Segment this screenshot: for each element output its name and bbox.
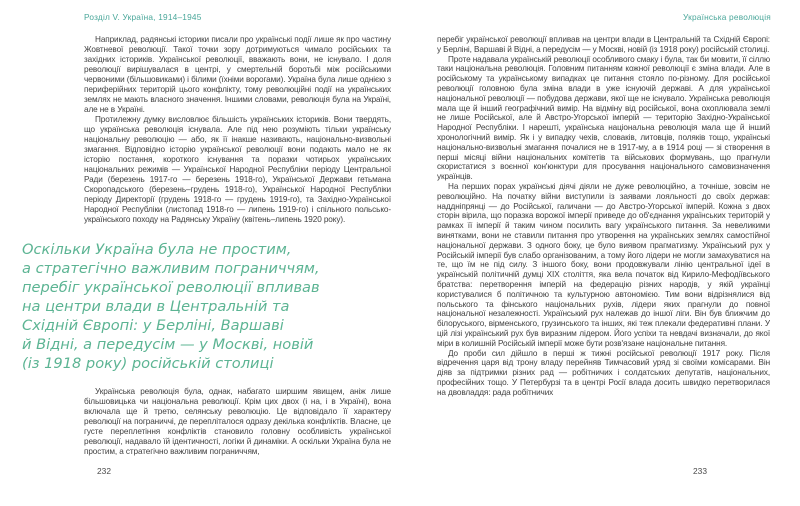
page-number-left: 232 bbox=[97, 466, 111, 476]
pull-quote-line: Оскільки Україна була не простим, bbox=[22, 241, 292, 258]
section-running-head: Українська революція bbox=[683, 12, 771, 22]
pull-quote-line: й Відні, а передусім — у Москві, новій bbox=[22, 336, 314, 353]
pull-quote-line: Східній Європі: у Берліні, Варшаві bbox=[22, 317, 284, 334]
pull-quote bbox=[22, 240, 367, 378]
chapter-running-head: Розділ V. Україна, 1914–1945 bbox=[84, 12, 202, 22]
pull-quote-line: (із 1918 року) російській столиці bbox=[22, 355, 274, 372]
right-page-text bbox=[437, 35, 770, 460]
paragraph: До проби сил дійшло в перші ж тижні російської революції 1917 року. Після відречення царя від трону владу перейняв Тимчасовий уряд зі своїми комісарами. Він діяв за підтримки різних рад — робітничих і солдатських депутатів, національних, професійних тощо. У Петербурзі та в центрі Росії влада досить швидко перетворилася на двовладдя: рада робітничих bbox=[437, 348, 770, 397]
paragraph: Українська революція була, однак, набагато ширшим явищем, аніж лише більшовицька чи національна революції. Крім цих двох (і на, і в Україні), вона включала ще й третю, селянську революцію. Це відповідало її характеру революції на пограниччі, де перепліталося одразу декілька конфліктів. Власне, це густе переплетіння конфліктів становило головну особливість української революції, надавало їй ідентичності, логіки й динаміки. А оскільки Україна була не простим, а стратегічно важливим пограниччям, bbox=[84, 387, 391, 456]
pull-quote-line: перебіг української революції впливав bbox=[22, 279, 320, 296]
page-number-right: 233 bbox=[693, 466, 707, 476]
paragraph: Протилежну думку висловлює більшість українських істориків. Вони твердять, що українська революція існувала. Але під нею розуміють тільки українську національну революцію — або, як її інакше називають, національно-визвольні змагання. Відповідно історію української революції вони подають мало не як історію постання, короткого існування та поразки чотирьох українських національних режимів — Української Народної Республіки періоду Центральної Ради (березень 1917-го — березень 1918-го), Української Держави гетьмана Скоропадського (березень–грудень 1918-го), Української Народної Республіки періоду Директорії (грудень 1918-го — грудень 1919-го), та Західно-Української Народної Республіки (листопад 1918-го — липень 1919-го) і спільного польсько-українського походу на Радянську Україну (квітень–липень 1920 року). bbox=[84, 115, 391, 224]
paragraph: Наприклад, радянські історики писали про українські події лише як про частину Жовтневої революції. Такої точки зору дотримуються чимало російських та західних істориків. Української революції, вважають вони, не існувало. І доля революції вирішувалася в центрі, у смертельній боротьбі між російськими червоними (більшовиками) і білими (їхніми ворогами). Україна була лише однією з периферійних територій цього конфлікту, тому революційні події на українських землях не мають власного значення. Іншими словами, революція була на Україні, але не в Україні. bbox=[84, 35, 391, 114]
paragraph: На перших порах українські діячі діяли не дуже революційно, а точніше, зовсім не революційно. На початку війни виступили із заявами лояльності до своїх держав: наддніпрянці — до Російської, галичани — до Австро-Угорської імперій. Кожна з двох сторін вірила, що поразка ворожої імперії приведе до об'єднання українських територій у рамках її імперії й таким чином посилить вагу українського питання. За невеликими винятками, вони не ставили питання про утворення на українських землях самостійної національної держави. З одного боку, це було виявом прагматизму. Український рух у Російській імперії був слабо організованим, а тому його лідери не могли замахуватися на те, що їм не під силу. З іншого боку, вони продовжували лінію центральної ідеї в українській політичній думці XIX століття, яка вела початок від Кирило-Мефодіївського братства: перетворення імперій на федерацію різних народів, у якій українці користувалися б політичною та культурною автономією. Тим вони відрізнялися від польського та фінського національних рухів, лідери яких прагнули до повної національної незалежності. Український рух належав до іншої ліги. Він був ближчим до білоруського, вірменського, грузинського та інших, які теж плекали федеративні плани. У цій лізі український рух був виразним лідером. Його успіхи та невдачі визначали, до якої міри в колишній Російській імперії може бути розв'язане національне питання. bbox=[437, 181, 770, 348]
left-page-text-bottom bbox=[84, 387, 391, 463]
pull-quote-line: на центри влади в Центральній та bbox=[22, 298, 290, 315]
pull-quote-line: а стратегічно важливим пограниччям, bbox=[22, 260, 320, 277]
left-page-text-top bbox=[84, 35, 391, 240]
paragraph: перебіг української революції впливав на центри влади в Центральній та Східній Європі: у Берліні, Варшаві й Відні, а передусім — у Москві, новій (із 1918 року) російській столиці. bbox=[437, 35, 770, 54]
paragraph: Проте надавала українській революції особливого смаку і була, так би мовити, її сіллю таки національна революція. Головним питанням кожної революції є зміна влади. Але в російському та українському випадках це питання стояло по-різному. Для російської революції головною була зміна влади в уже існуючій державі. А для української національної революції — побудова держави, якої ще не існувало. Українська революція мала ще й інший географічний вимір. На відміну від російської, вона охоплювала землі не лише Російської, але й Австро-Угорської імперій — територію Західно-Української Народної Республіки. І нарешті, українська національна революція мала ще й інший хронологічний вимір. Як і у випадку чехів, словаків, литовців, поляків тощо, українські національно-визвольні змагання почалися не в 1917-му, а в 1914 році — зі створення в перші місяці війни національних комітетів та військових формувань, що прагнули скористатися з воєнної кон'юнктури для просування національного самовизначення українців. bbox=[437, 54, 770, 182]
